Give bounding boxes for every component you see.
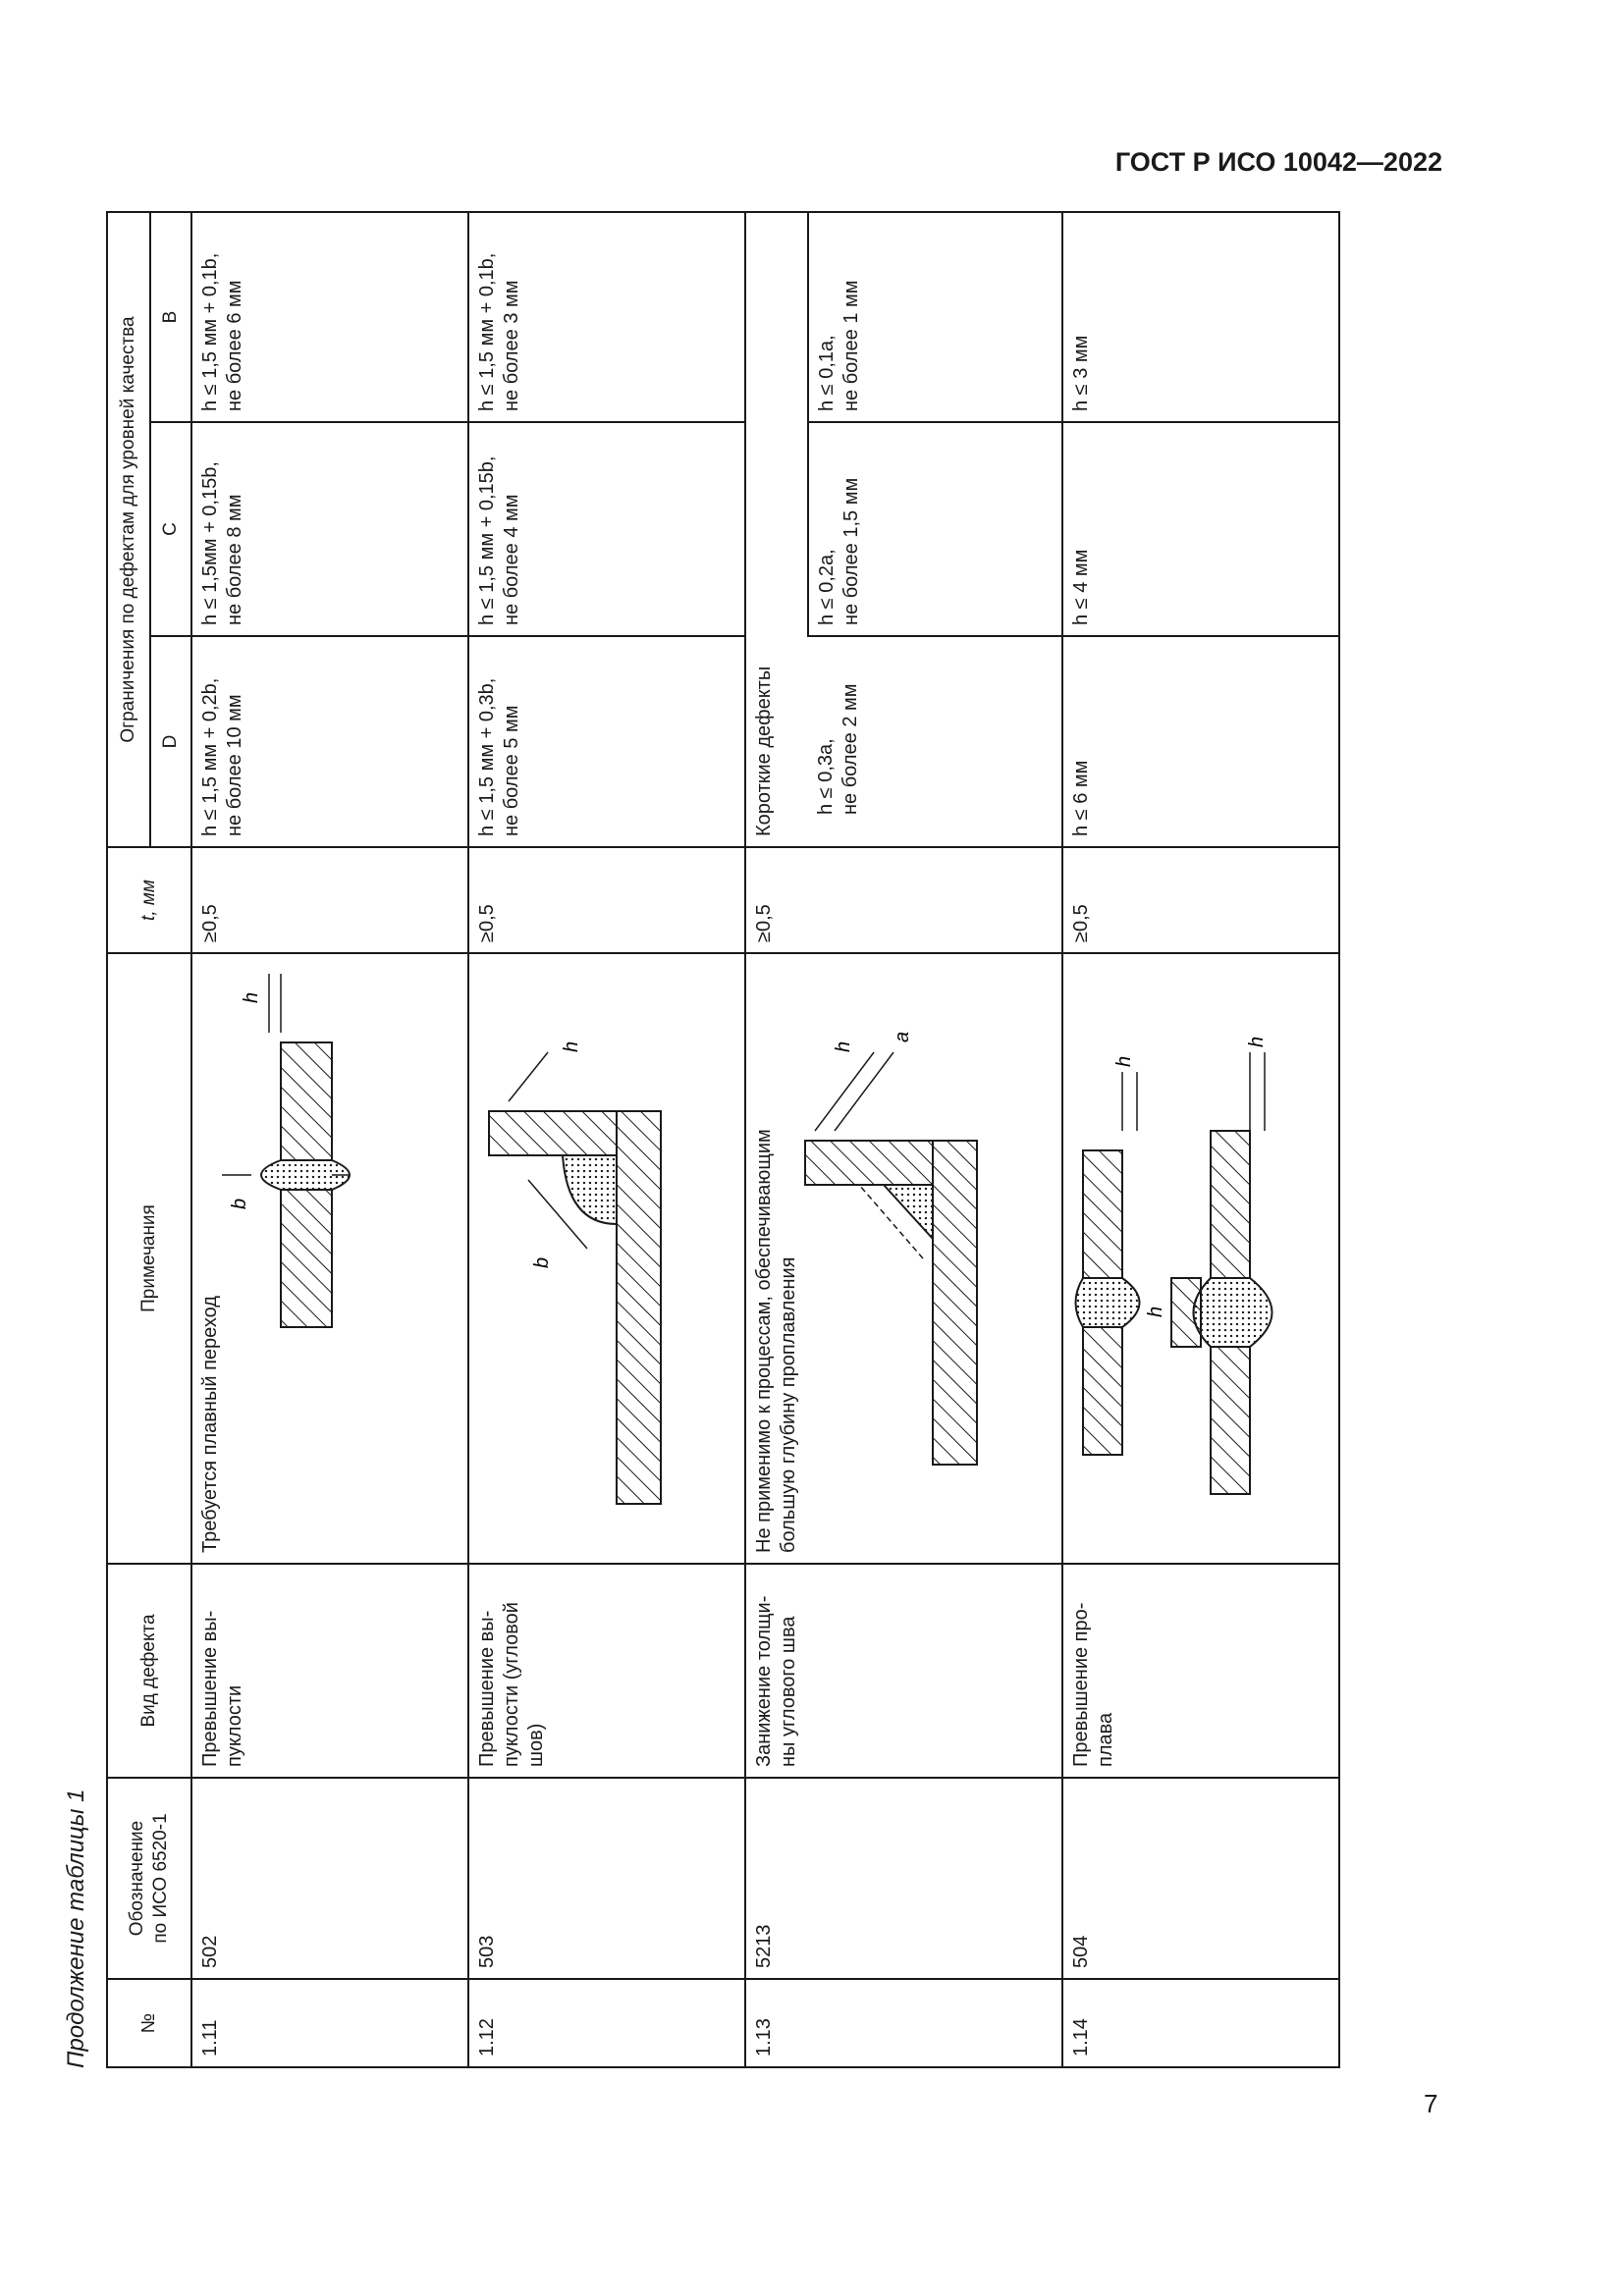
cell-level-c: h ≤ 1,5мм + 0,15b, не более 8 мм [191,422,468,636]
cell-notes [468,953,745,1564]
cell-level-b: h ≤ 0,1a, не более 1 мм [808,212,1062,422]
cell-level-c: h ≤ 4 мм [1062,422,1339,636]
fig-label-h: h [1145,1306,1166,1317]
cell-designation: 504 [1062,1778,1339,1979]
cell-short-defects: Короткие дефекты [745,212,808,847]
fig-label-h: h [241,991,262,1003]
cell-t: ≥0,5 [468,847,745,953]
cell-level-d: h ≤ 6 мм [1062,636,1339,847]
cell-level-c: h ≤ 1,5 мм + 0,15b, не более 4 мм [468,422,745,636]
cell-no: 1.13 [745,1979,1062,2067]
fig-label-b: b [531,1256,553,1268]
cell-t: ≥0,5 [1062,847,1339,953]
cell-level-c: h ≤ 0,2a, не более 1,5 мм [808,422,1062,636]
weld-figure-penetration [1063,952,1326,1563]
weld-figure-fillet-convexity [469,952,732,1563]
fig-label-h: h [1113,1055,1135,1067]
table-row [1062,212,1339,2067]
rotated-table-block [63,213,1268,2068]
defects-table [106,211,1340,2068]
cell-level-d: h ≤ 1,5 мм + 0,2b, не более 10 мм [191,636,468,847]
table-caption: Продолжение таблицы 1 [63,1789,89,2068]
table-row [191,212,468,2067]
cell-designation: 5213 [745,1778,1062,1979]
cell-notes [1062,953,1339,1564]
cell-level-b: h ≤ 3 мм [1062,212,1339,422]
fig-label-h: h [1246,1036,1268,1047]
cell-t: ≥0,5 [745,847,1062,953]
fig-label-a: a [892,1031,913,1042]
standard-code: ГОСТ Р ИСО 10042—2022 [1114,147,1442,177]
cell-level-d: h ≤ 1,5 мм + 0,3b, не более 5 мм [468,636,745,847]
fig-label-h: h [833,1041,854,1052]
cell-notes [191,953,468,1564]
cell-no: 1.14 [1062,1979,1339,2067]
col-header-defect-type: Вид дефекта [107,1564,191,1778]
cell-defect-type: Превышение вы- пуклости [191,1564,468,1778]
col-header-level-c: C [150,422,191,636]
note-text: Требуется плавный переход [199,1296,221,1553]
cell-defect-type: Занижение толщи- ны углового шва [745,1564,1062,1778]
table-row [468,212,745,2067]
col-header-level-d: D [150,636,191,847]
col-header-limits: Ограничения по дефектам для уровней качества [107,212,150,847]
cell-level-b: h ≤ 1,5 мм + 0,1b, не более 6 мм [191,212,468,422]
col-header-level-b: B [150,212,191,422]
col-header-notes: Примечания [107,953,191,1564]
note-text: Не применимо к процессам, обеспечивающим большую глубину проплавления [753,1129,799,1553]
cell-designation: 503 [468,1778,745,1979]
cell-no: 1.12 [468,1979,745,2067]
cell-defect-type: Превышение про- плава [1062,1564,1339,1778]
col-header-t: t, мм [107,847,191,953]
cell-level-b: h ≤ 1,5 мм + 0,1b, не более 3 мм [468,212,745,422]
cell-designation: 502 [191,1778,468,1979]
fig-label-b: b [229,1198,250,1209]
page-number: 7 [1424,2089,1438,2118]
header-row-top [107,212,150,2067]
cell-level-d: h ≤ 0,3a, не более 2 мм [808,636,1062,847]
table-row [745,212,808,2067]
col-header-no: № [107,1979,191,2067]
cell-notes [745,953,1062,1564]
col-header-designation: Обозначение по ИСО 6520-1 [107,1778,191,1979]
cell-no: 1.11 [191,1979,468,2067]
weld-figure-convexity [192,952,456,1563]
cell-defect-type: Превышение вы- пуклости (угловой шов) [468,1564,745,1778]
cell-t: ≥0,5 [191,847,468,953]
fig-label-h: h [561,1041,582,1052]
